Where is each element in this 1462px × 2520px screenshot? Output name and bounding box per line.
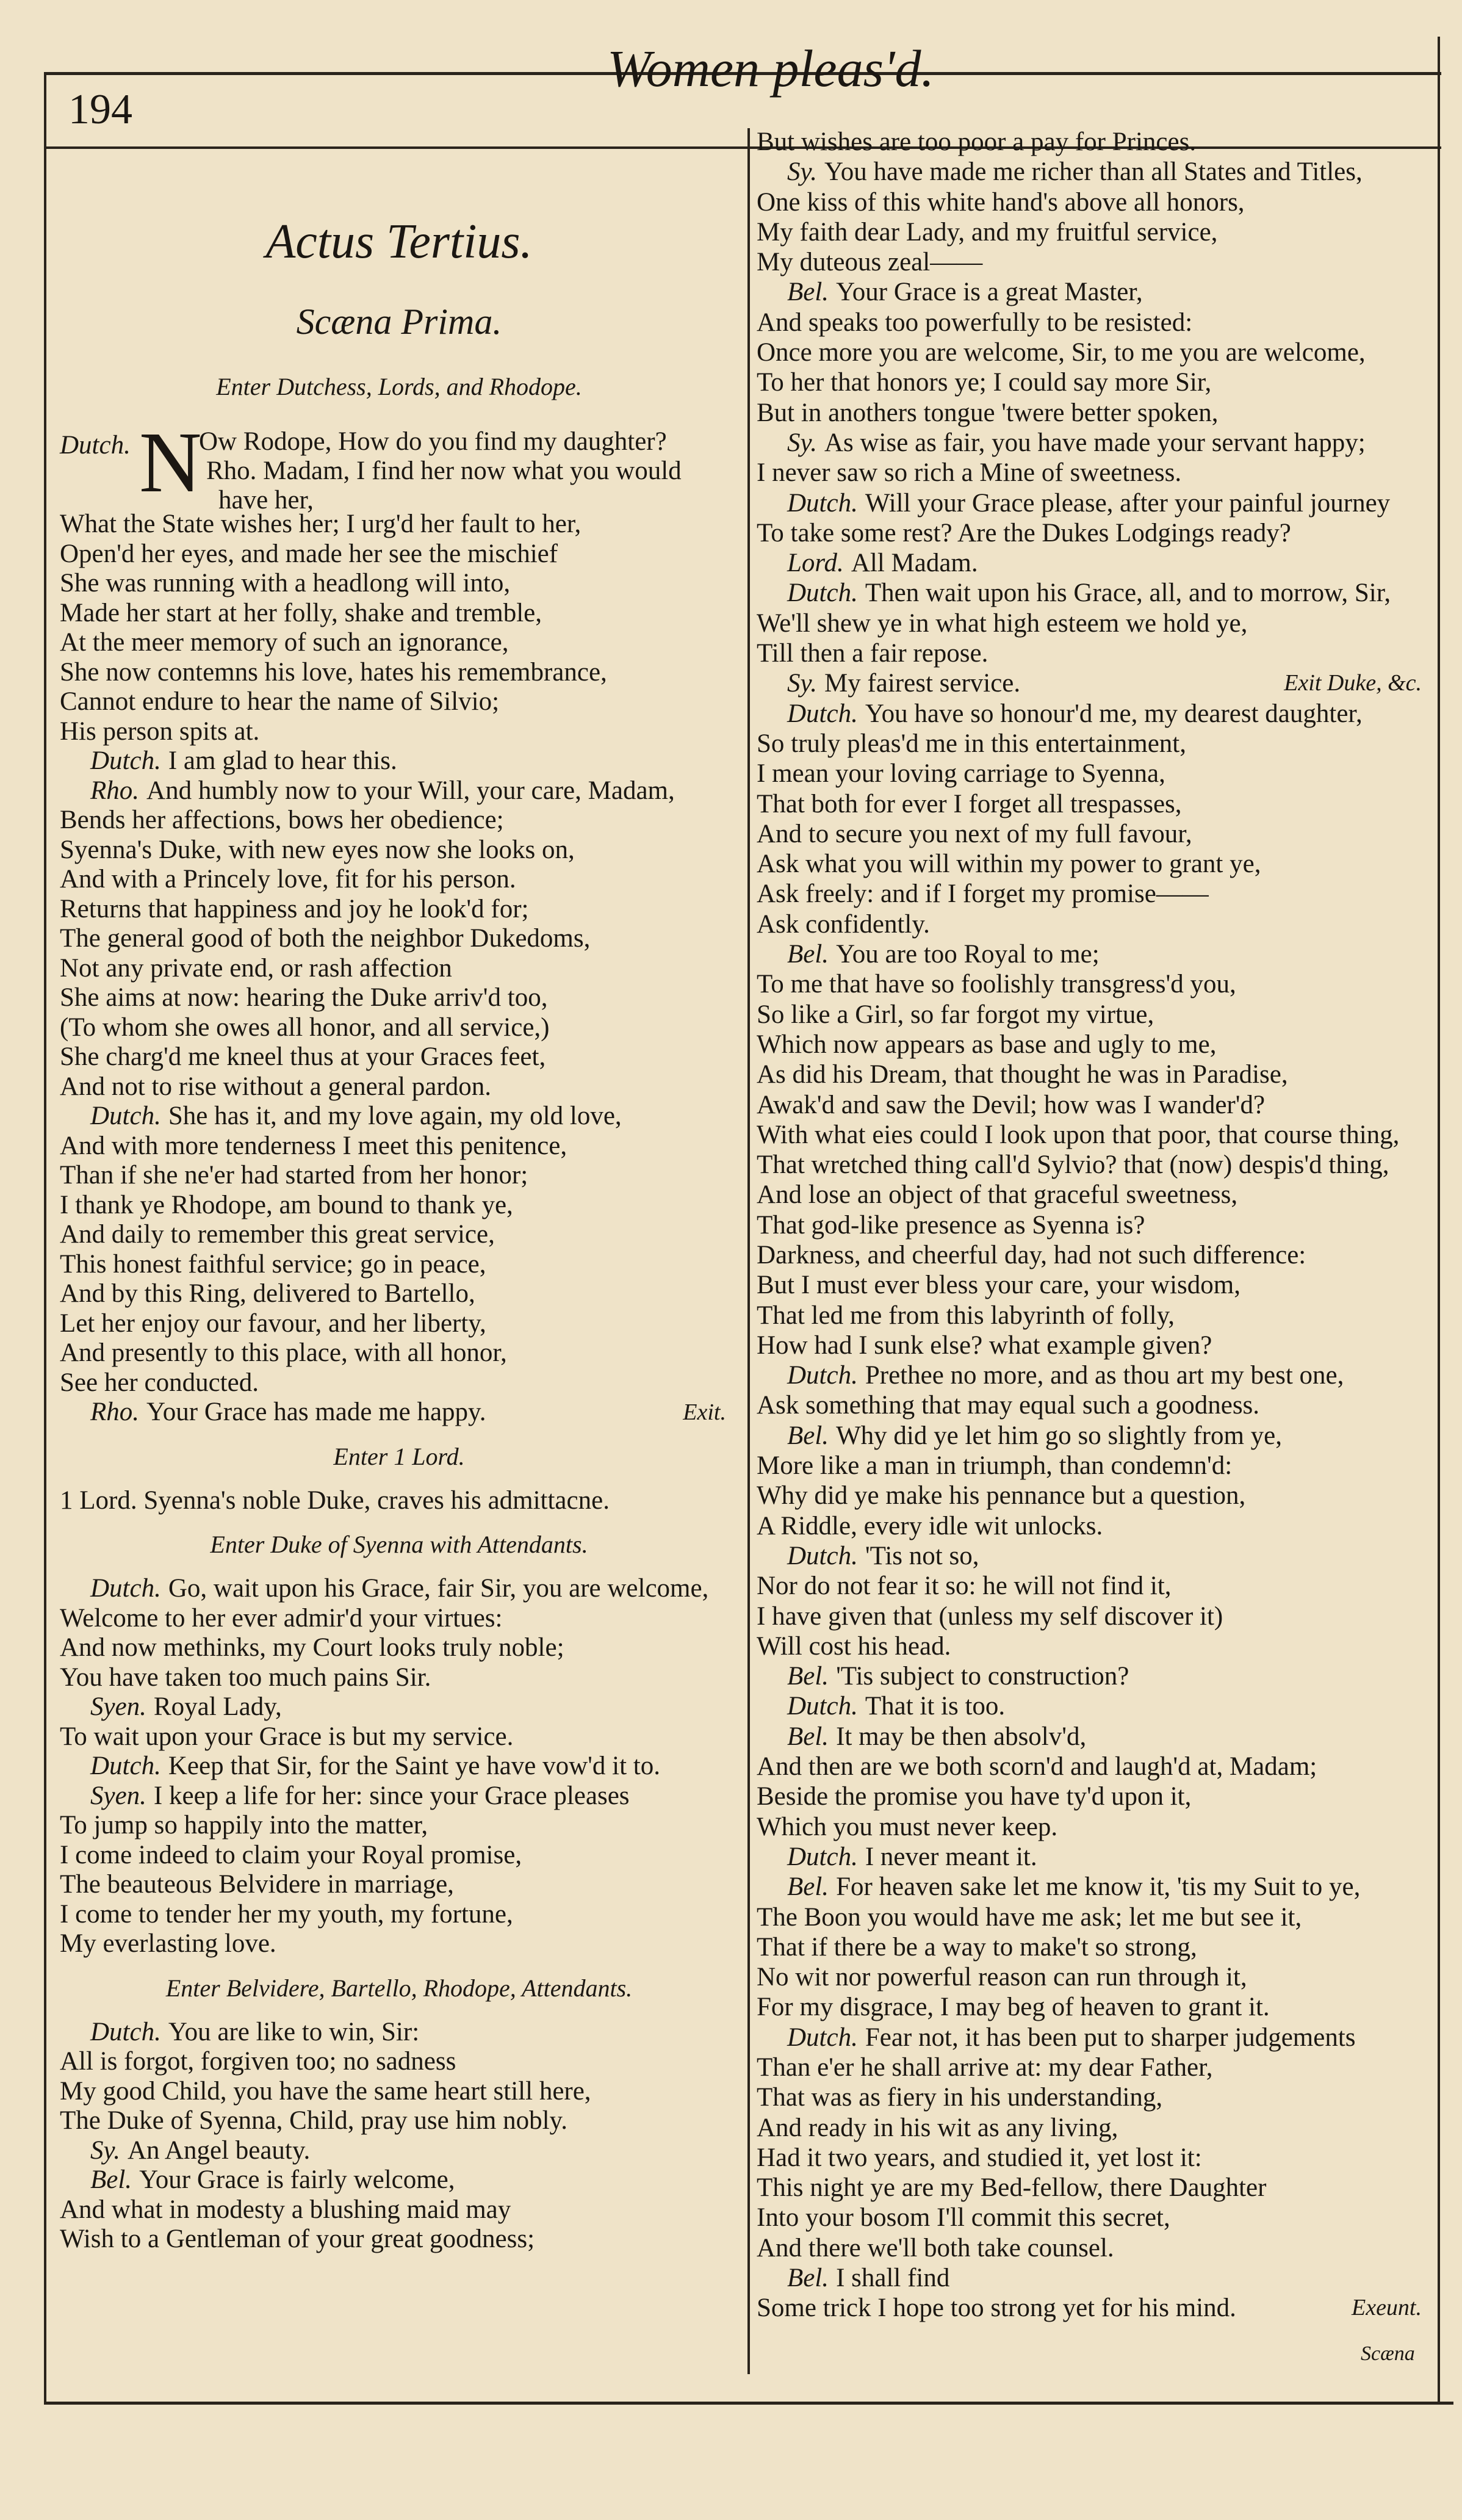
verse-line: And to secure you next of my full favour,	[757, 819, 1192, 848]
verse-line: Dutch. You have so honour'd me, my dearest daughter,	[787, 699, 1363, 728]
verse-line: Will cost his head.	[757, 1631, 951, 1661]
speaker-label: Dutch.	[787, 488, 858, 518]
speaker-label: Bel.	[787, 1722, 829, 1751]
verse-line: All is forgot, forgiven too; no sadness	[60, 2047, 456, 2076]
left-column	[60, 153, 738, 2255]
verse-line: See her conducted.	[60, 1368, 259, 1397]
verse-line: Bel. Your Grace is a great Master,	[787, 278, 1143, 307]
verse-line: Bel. I shall find	[787, 2264, 950, 2293]
verse-line: That both for ever I forget all trespasses,	[757, 789, 1182, 818]
speaker-label: Dutch.	[787, 579, 858, 608]
speaker-label: Bel.	[787, 1421, 829, 1450]
verse-line: She aims at now: hearing the Duke arriv'd too,	[60, 983, 548, 1012]
verse-line: Dutch. I am glad to hear this.	[90, 746, 397, 775]
verse-line: Dutch. You are like to win, Sir:	[90, 2017, 420, 2046]
verse-line: Dutch. That it is too.	[787, 1692, 1006, 1721]
verse-line: Made her start at her folly, shake and tremble,	[60, 598, 542, 627]
verse-line: And lose an object of that graceful sweetness,	[757, 1180, 1238, 1210]
verse-line: And presently to this place, with all honor,	[60, 1338, 507, 1367]
scene-heading: Scæna Prima.	[296, 301, 502, 342]
verse-line: His person spits at.	[60, 717, 260, 746]
verse-line: Cannot endure to hear the name of Silvio;	[60, 687, 500, 716]
verse-line: Ask what you will within my power to grant ye,	[757, 850, 1261, 879]
speaker-label: Syen.	[90, 1781, 146, 1810]
verse-line: Dutch. I never meant it.	[787, 1842, 1037, 1871]
speaker-label: Bel.	[787, 2264, 829, 2293]
stage-direction-exit: Exit Duke, &c.	[1284, 670, 1422, 696]
verse-line: So like a Girl, so far forgot my virtue,	[757, 1000, 1154, 1029]
verse-block	[60, 510, 738, 1428]
verse-line: I mean your loving carriage to Syenna,	[757, 759, 1165, 789]
verse-line: Returns that happiness and joy he look'd for;	[60, 894, 529, 923]
verse-line: And now methinks, my Court looks truly noble;	[60, 1633, 564, 1662]
right-column	[757, 127, 1434, 2323]
speaker-label: Rho.	[90, 776, 140, 805]
verse-line: And with a Princely love, fit for his person.	[60, 865, 516, 894]
stage-direction-entry: Enter Dutchess, Lords, and Rhodope.	[216, 373, 582, 400]
stage-direction-exit: Exit.	[683, 1399, 726, 1425]
verse-line: Syenna's Duke, with new eyes now she looks on,	[60, 835, 575, 864]
frame-rule-left	[44, 72, 46, 2403]
verse-line: And with more tenderness I meet this penitence,	[60, 1131, 567, 1160]
verse-line: At the meer memory of such an ignorance,	[60, 628, 509, 657]
verse-line: Bel. You are too Royal to me;	[787, 940, 1100, 969]
verse-block	[60, 2018, 738, 2255]
verse-line: Than if she ne'er had started from her honor;	[60, 1161, 528, 1190]
verse-line: Dutch. Then wait upon his Grace, all, and to morrow, Sir,	[787, 579, 1391, 608]
verse-line: That wretched thing call'd Sylvio? that (now) despis'd thing,	[757, 1150, 1389, 1180]
verse-line: But I must ever bless your care, your wisdom,	[757, 1271, 1241, 1300]
verse-line: Sy. You have made me richer than all States and Titles,	[787, 157, 1363, 187]
verse-line: To take some rest? Are the Dukes Lodgings ready?	[757, 518, 1291, 547]
verse-line: The Duke of Syenna, Child, pray use him nobly.	[60, 2106, 567, 2135]
verse-line: Bel. Why did ye let him go so slightly from ye,	[787, 1421, 1282, 1450]
verse-line: Ask something that may equal such a goodness.	[757, 1391, 1260, 1420]
verse-line: Dutch. Go, wait upon his Grace, fair Sir, you are welcome,	[90, 1574, 709, 1603]
speaker-label: Sy.	[90, 2136, 120, 2165]
verse-line: Dutch. 'Tis not so,	[787, 1541, 979, 1570]
verse-line: That god-like presence as Syenna is?	[757, 1210, 1145, 1240]
speaker-label: Dutch.	[90, 1752, 161, 1780]
speaker-label: Dutch.	[787, 2023, 858, 2052]
running-title: Women pleas'd.	[607, 39, 934, 98]
verse-line: 1 Lord. Syenna's noble Duke, craves his admittacne.	[60, 1486, 610, 1515]
verse-line: Into your bosom I'll commit this secret,	[757, 2203, 1170, 2233]
speaker-label: Lord.	[787, 549, 844, 578]
verse-line: Sy. As wise as fair, you have made your servant happy;	[787, 428, 1366, 457]
verse-line: Dutch. Will your Grace please, after your painful journey	[787, 488, 1391, 518]
verse-line: And not to rise without a general pardon.	[60, 1072, 491, 1101]
speaker-label: Dutch.	[90, 1574, 161, 1603]
verse-line: This honest faithful service; go in peace,	[60, 1249, 486, 1279]
verse-line: Bel. Your Grace is fairly welcome,	[90, 2165, 455, 2194]
verse-line: No wit nor powerful reason can run through it,	[757, 1963, 1247, 1992]
verse-line: Ask confidently.	[757, 909, 930, 939]
speaker-label: Dutch.	[90, 1102, 161, 1130]
column-divider	[747, 128, 750, 2374]
verse-line: For my disgrace, I may beg of heaven to grant it.	[757, 1993, 1270, 2022]
verse-line: But in anothers tongue 'twere better spoken,	[757, 398, 1219, 427]
verse-line: With what eies could I look upon that poor, that course thing,	[757, 1120, 1400, 1149]
verse-line: Wish to a Gentleman of your great goodness;	[60, 2225, 535, 2253]
speaker-label: Bel.	[787, 1662, 829, 1691]
verse-line: Dutch. She has it, and my love again, my old love,	[90, 1102, 622, 1130]
verse-line: Dutch. Prethee no more, and as thou art my best one,	[787, 1361, 1344, 1390]
verse-line: My duteous zeal——	[757, 248, 983, 277]
verse-line: I come indeed to claim your Royal promise,	[60, 1840, 522, 1869]
opening-lines	[60, 414, 738, 514]
verse-line: Why did ye make his pennance but a question,	[757, 1481, 1246, 1511]
speaker-label: Dutch.	[90, 2017, 161, 2046]
verse-line: The general good of both the neighbor Dukedoms,	[60, 924, 591, 953]
verse-line: Nor do not fear it so: he will not find it,	[757, 1572, 1172, 1601]
verse-line: Which now appears as base and ugly to me,	[757, 1030, 1217, 1059]
verse-line: Exeunt. Some trick I hope too strong yet for his mind.	[757, 2293, 1434, 2323]
verse-line: And there we'll both take counsel.	[757, 2233, 1114, 2262]
verse-line: Bel. 'Tis subject to construction?	[787, 1662, 1129, 1691]
verse-line: The beauteous Belvidere in marriage,	[60, 1870, 454, 1899]
verse-line: What the State wishes her; I urg'd her fault to her,	[60, 510, 582, 538]
speaker-label: Sy.	[787, 669, 817, 698]
verse-line: And speaks too powerfully to be resisted:	[757, 308, 1193, 337]
verse-line: Bel. For heaven sake let me know it, 'tis my Suit to ye,	[787, 1872, 1361, 1902]
verse-line: (To whom she owes all honor, and all service,)	[60, 1013, 550, 1042]
verse-block	[757, 127, 1434, 2323]
verse-line: Ow Rodope, How do you find my daughter?	[199, 427, 667, 456]
verse-line: I have given that (unless my self discover it)	[757, 1601, 1223, 1631]
verse-line: Awak'd and saw the Devil; how was I wander'd?	[757, 1090, 1266, 1119]
page-number: 194	[68, 86, 132, 133]
catchword: Scæna	[1361, 2342, 1415, 2365]
verse-line: Welcome to her ever admir'd your virtues:	[60, 1603, 503, 1633]
verse-line: Than e'er he shall arrive at: my dear Father,	[757, 2053, 1213, 2082]
verse-line: Syen. I keep a life for her: since your Grace pleases	[90, 1781, 630, 1810]
verse-line: Bel. It may be then absolv'd,	[787, 1722, 1087, 1751]
speaker-label: Bel.	[90, 2165, 132, 2194]
verse-line: How had I sunk else? what example given?	[757, 1330, 1212, 1360]
stage-direction-entry: Enter Belvidere, Bartello, Rhodope, Attendants.	[165, 1974, 633, 2002]
verse-line: Let her enjoy our favour, and her liberty,	[60, 1309, 486, 1338]
stage-direction-exit: Exeunt.	[1351, 2295, 1422, 2321]
speaker-label: Dutch.	[787, 1541, 858, 1570]
speaker-label: Bel.	[787, 278, 829, 307]
drop-cap: N	[139, 414, 202, 510]
verse-line: Dutch. Fear not, it has been put to sharper judgements	[787, 2023, 1356, 2052]
verse-line: That was as fiery in his understanding,	[757, 2083, 1163, 2112]
verse-line: Exit. Rho. Your Grace has made me happy.	[60, 1398, 738, 1428]
verse-line: She was running with a headlong will into,	[60, 569, 511, 598]
speaker-label: Sy.	[787, 428, 817, 457]
verse-line: Rho. And humbly now to your Will, your care, Madam,	[90, 776, 675, 805]
verse-line: And daily to remember this great service,	[60, 1220, 495, 1249]
verse-line: She charg'd me kneel thus at your Graces feet,	[60, 1042, 546, 1071]
verse-line: Open'd her eyes, and made her see the mischief	[60, 539, 558, 568]
verse-line: To me that have so foolishly transgress'd you,	[757, 970, 1236, 999]
verse-line: My faith dear Lady, and my fruitful service,	[757, 217, 1218, 247]
verse-line: Once more you are welcome, Sir, to me you are welcome,	[757, 338, 1366, 367]
verse-line: Exit Duke, &c. Sy. My fairest service.	[757, 668, 1434, 698]
verse-line: She now contemns his love, hates his remembrance,	[60, 657, 607, 687]
verse-line: But wishes are too poor a pay for Princes.	[757, 128, 1197, 156]
verse-line: Syen. Royal Lady,	[90, 1692, 282, 1721]
speaker-label: Bel.	[787, 940, 829, 969]
verse-block	[60, 1574, 738, 1959]
verse-line: have her,	[218, 486, 314, 514]
verse-line: To wait upon your Grace is but my service.	[60, 1722, 514, 1751]
speaker-label: Sy.	[787, 157, 817, 187]
verse-line: That if there be a way to make't so strong,	[757, 1932, 1197, 1962]
verse-line: So truly pleas'd me in this entertainment,	[757, 729, 1186, 758]
verse-line: This night ye are my Bed-fellow, there Daughter	[757, 2173, 1267, 2203]
verse-line: Till then a fair repose.	[757, 639, 988, 668]
verse-line: Rho. Madam, I find her now what you would	[206, 457, 682, 485]
verse-line: More like a man in triumph, than condemn'd:	[757, 1451, 1233, 1481]
verse-line: The Boon you would have me ask; let me but see it,	[757, 1902, 1302, 1932]
verse-line: Not any private end, or rash affection	[60, 953, 452, 983]
verse-line: Darkness, and cheerful day, had not such difference:	[757, 1240, 1306, 1269]
verse-line: I thank ye Rhodope, am bound to thank ye,	[60, 1190, 513, 1219]
verse-line: Which you must never keep.	[757, 1812, 1058, 1841]
verse-line: A Riddle, every idle wit unlocks.	[757, 1511, 1103, 1540]
verse-line: And ready in his wit as any living,	[757, 2113, 1118, 2142]
verse-line: I come to tender her my youth, my fortune,	[60, 1899, 513, 1929]
verse-line: My everlasting love.	[60, 1929, 276, 1958]
verse-line: I never saw so rich a Mine of sweetness.	[757, 458, 1182, 488]
act-heading: Actus Tertius.	[265, 215, 533, 269]
verse-line: One kiss of this white hand's above all honors,	[757, 187, 1245, 217]
speaker-label: Syen.	[90, 1692, 146, 1721]
verse-line: Lord. All Madam.	[787, 549, 978, 578]
verse-line: And what in modesty a blushing maid may	[60, 2195, 511, 2224]
verse-line: And then are we both scorn'd and laugh'd at, Madam;	[757, 1752, 1317, 1782]
speaker-label: Dutch.	[60, 431, 131, 460]
verse-line: Had it two years, and studied it, yet lost it:	[757, 2143, 1202, 2172]
stage-direction-entry: Enter Duke of Syenna with Attendants.	[210, 1531, 588, 1558]
speaker-label: Rho.	[90, 1398, 140, 1426]
speaker-label: Dutch.	[787, 1842, 858, 1871]
verse-line: My good Child, you have the same heart still here,	[60, 2076, 591, 2106]
verse-line: Beside the promise you have ty'd upon it,	[757, 1782, 1192, 1811]
stage-direction-entry: Enter 1 Lord.	[333, 1442, 465, 1470]
verse-line: Sy. An Angel beauty.	[90, 2136, 311, 2165]
speaker-label: Dutch.	[787, 1692, 858, 1721]
frame-rule-right	[1438, 37, 1440, 2403]
verse-line: Dutch. Keep that Sir, for the Saint ye have vow'd it to.	[90, 1752, 660, 1780]
verse-line: We'll shew ye in what high esteem we hold ye,	[757, 608, 1248, 638]
speaker-label: Dutch.	[787, 1361, 858, 1390]
verse-line: Bends her affections, bows her obedience;	[60, 806, 504, 834]
frame-rule-bottom	[44, 2402, 1453, 2405]
verse-line: And by this Ring, delivered to Bartello,	[60, 1279, 475, 1308]
verse-line: As did his Dream, that thought he was in Paradise,	[757, 1060, 1288, 1089]
speaker-label: Bel.	[787, 1872, 829, 1902]
verse-line: To her that honors ye; I could say more Sir,	[757, 368, 1212, 397]
verse-line: That led me from this labyrinth of folly,	[757, 1301, 1175, 1330]
verse-line: Ask freely: and if I forget my promise——	[757, 879, 1209, 909]
speaker-label: Dutch.	[787, 699, 858, 728]
verse-line: To jump so happily into the matter,	[60, 1811, 428, 1839]
verse-line: You have taken too much pains Sir.	[60, 1663, 431, 1692]
speaker-label: Dutch.	[90, 746, 161, 775]
